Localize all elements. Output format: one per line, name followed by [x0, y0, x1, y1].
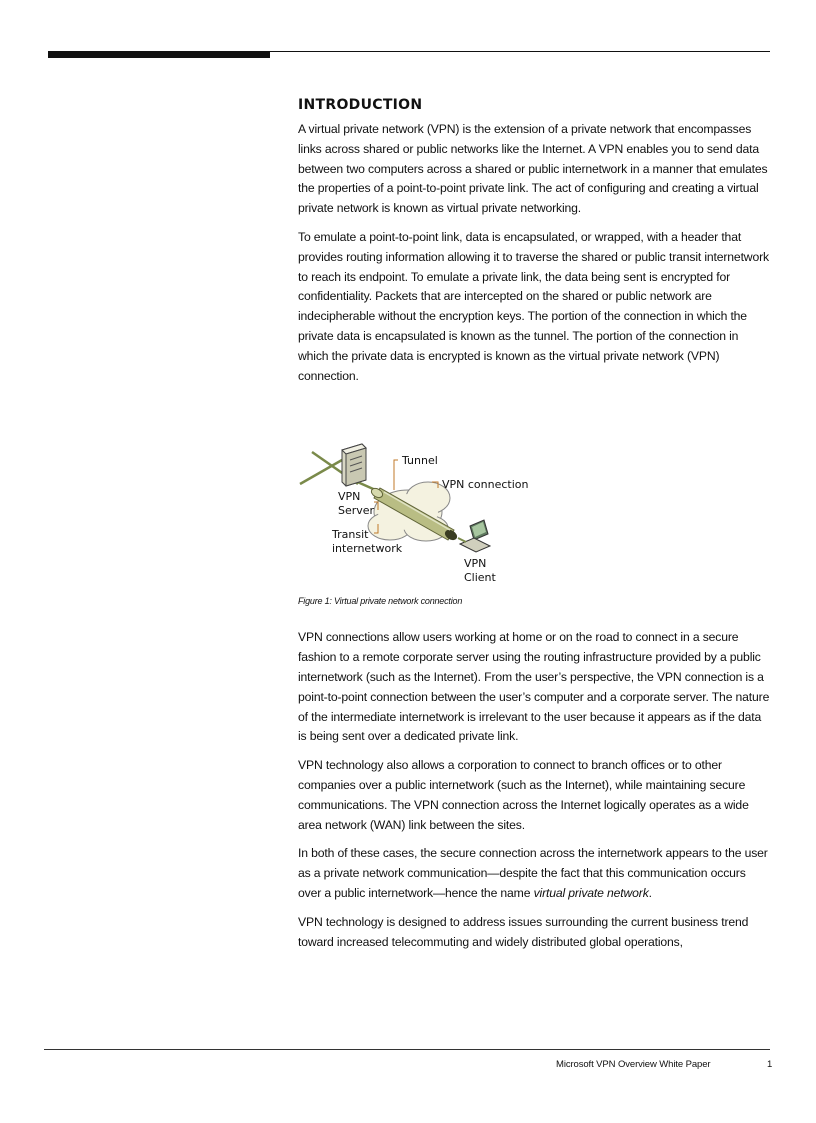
footer-page-number: 1	[767, 1059, 773, 1070]
vpn-diagram	[298, 430, 558, 590]
vpn-client-laptop-icon	[458, 520, 490, 552]
section-heading: INTRODUCTION	[298, 97, 423, 113]
emphasis-virtual-private-network: virtual private network	[533, 885, 649, 900]
paragraph-remote-access: VPN connections allow users working at home or on the road to connect in a secure fashion to a remote corporate server using the routing infrastructure provided by a public internetwork (such as the Internet). From the user’s perspective, the VPN connection is a point-to-point connection between the user’s computer and a corporate server. The nature of the intermediate internetwork is irrelevant to the user because it appears as if the data is being sent over a dedicated private link.	[298, 630, 770, 744]
paragraph-vpn-definition: A virtual private network (VPN) is the extension of a private network that encompasses links across shared or public networks like the Internet. A VPN enables you to send data between two computers across a shared or public internetwork in a manner that emulates the properties of a point-to-point private link. The act of configuring and creating a virtual private network is known as virtual private networking.	[298, 122, 768, 216]
network-lines	[300, 452, 380, 492]
figure-caption: Figure 1: Virtual private network connection	[298, 596, 463, 607]
page-content	[298, 96, 770, 961]
footer-rule	[44, 1049, 770, 1050]
label-vpn-client: VPN Client	[464, 557, 496, 585]
paragraph-tunnel-explanation: To emulate a point-to-point link, data is encapsulated, or wrapped, with a header that provides routing information allowing it to traverse the shared or public transit internetwork to reach its endpoint. To emulate a private link, the data being sent is encrypted for confidentiality. Packets that are intercepted on the shared or public network are indecipherable without the encryption keys. The portion of the connection in which the private data is encapsulated is known as the tunnel. The portion of the connection in which the private data is encrypted is known as the virtual private network (VPN) connection.	[298, 229, 769, 383]
paragraph-both-cases-end: .	[648, 885, 652, 900]
paragraph-both-cases	[298, 844, 770, 903]
label-vpn-connection: VPN connection	[442, 478, 529, 492]
header-bar	[48, 51, 270, 58]
footer-document-title: Microsoft VPN Overview White Paper	[556, 1059, 711, 1070]
paragraph-branch-offices: VPN technology also allows a corporation to connect to branch offices or to other companies over a public internetwork (such as the Internet), while maintaining secure communications. The VPN connection across the Internet logically operates as a wide area network (WAN) link between the sites.	[298, 758, 749, 832]
label-tunnel: Tunnel	[402, 454, 438, 468]
label-transit-internetwork: Transit internetwork	[332, 528, 403, 556]
paragraph-both-cases-text: In both of these cases, the secure connection across the internetwork appears to the user as a private network communication—despite the fact that this communication occurs over a public internetwork—hence the name	[298, 846, 768, 900]
label-vpn-server: VPN Server	[338, 490, 375, 518]
vpn-server-icon	[342, 444, 366, 486]
paragraph-business-trend: VPN technology is designed to address issues surrounding the current business trend toward increased telecommuting and widely distributed global operations,	[298, 914, 749, 949]
